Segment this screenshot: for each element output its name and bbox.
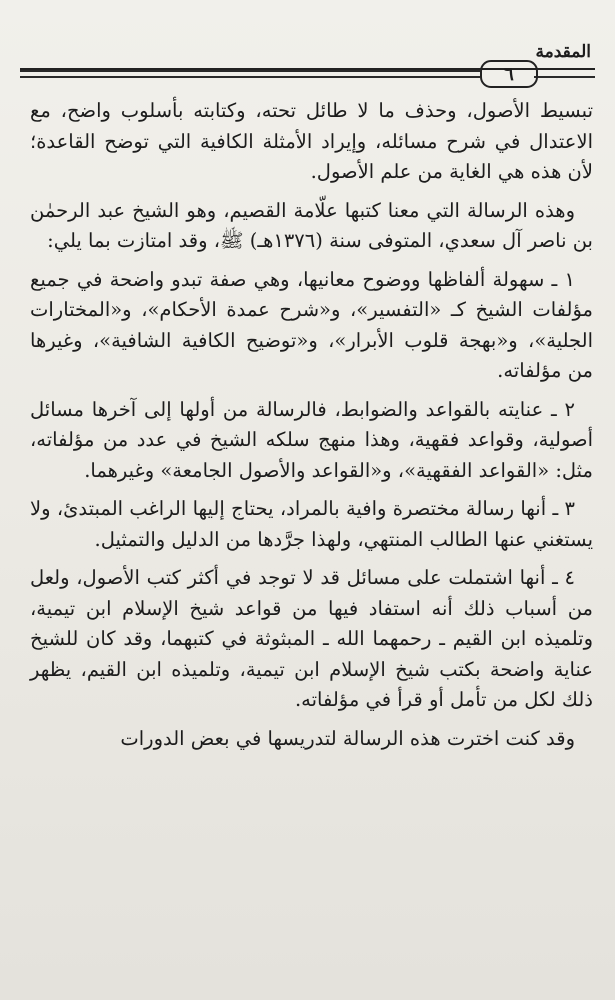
paragraph: وقد كنت اخترت هذه الرسالة لتدريسها في بعض الدورات <box>120 726 575 750</box>
running-header-title: المقدمة <box>535 42 591 62</box>
paragraph: وهذه الرسالة التي معنا كتبها علّامة القصيم، وهو الشيخ عبد الرحمٰن بن ناصر آل سعدي، المتوفى سنة (١٣٧٦هـ) ﷺ، وقد امتازت بما يلي: <box>30 198 593 252</box>
header-rule-left-top <box>20 70 480 72</box>
list-item: ٣ ـ أنها رسالة مختصرة وافية بالمراد، يحتاج إليها الراغب المبتدئ، ولا يستغني عنها الطالب المنتهي، ولهذا جرَّدها من الدليل والتمثيل. <box>30 497 593 551</box>
list-item: ١ ـ سهولة ألفاظها ووضوح معانيها، وهي صفة تبدو واضحة في جميع مؤلفات الشيخ كـ «التفسير»، و«شرح عمدة الأحكام»، و«المختارات الجلية»، و«بهجة قلوب الأبرار»، و«توضيح الكافية الشافية»، وغيرها من مؤلفاته. <box>30 267 593 382</box>
page-number: ٦ <box>504 63 514 85</box>
page-header <box>20 40 595 90</box>
header-rule-left-bottom <box>20 76 480 78</box>
header-rule-right-bottom <box>534 76 595 78</box>
body-text <box>30 96 593 754</box>
list-item: ٤ ـ أنها اشتملت على مسائل قد لا توجد في أكثر كتب الأصول، ولعل من أسباب ذلك أنه استفاد فيها من قواعد شيخ الإسلام ابن تيمية، وتلميذه ابن القيم ـ رحمهما الله ـ المبثوثة في كتبهما، وقد كان للشيخ عناية واضحة بكتب شيخ الإسلام ابن تيمية، وتلميذه ابن القيم، يظهر ذلك لكل من تأمل أو قرأ في مؤلفاته. <box>30 566 594 711</box>
page-number-badge <box>480 60 538 88</box>
list-item: ٢ ـ عنايته بالقواعد والضوابط، فالرسالة من أولها إلى آخرها مسائل أصولية، وقواعد فقهية، وهذا منهج سلكه الشيخ في عدد من مؤلفاته، مثل: «القواعد الفقهية»، و«القواعد والأصول الجامعة» وغيرهما. <box>30 397 593 482</box>
paragraph: تبسيط الأصول، وحذف ما لا طائل تحته، وكتابته بأسلوب واضح، مع الاعتدال في شرح مسائله، وإيراد الأمثلة الكافية التي توضح القاعدة؛ لأن هذه هي الغاية من علم الأصول. <box>30 99 593 183</box>
